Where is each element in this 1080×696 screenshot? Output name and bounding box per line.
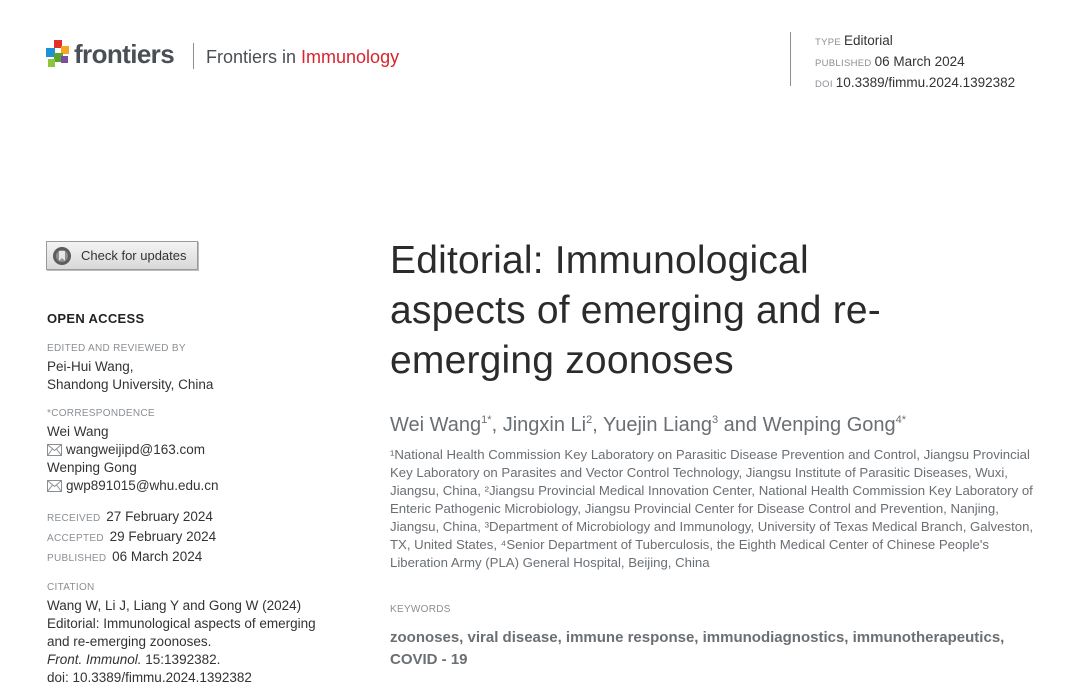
author-affiliation-mark: 3 (711, 414, 719, 426)
author-name[interactable]: Wei Wang (390, 414, 482, 436)
journal-name[interactable] (206, 46, 399, 68)
citation-doi[interactable]: doi: 10.3389/fimmu.2024.1392382 (47, 670, 252, 685)
citation-section (47, 581, 347, 687)
citation-label: CITATION (47, 582, 95, 593)
citation-journal: Front. Immunol. (47, 652, 142, 667)
type-value: Editorial (844, 33, 893, 48)
citation-line: Editorial: Immunological aspects of emerging (47, 616, 316, 631)
author-list: Wei Wang$^{1*}$, Jingxin Li$^2$, Yuejin Liang$^3$ and Wenping Gong$^{4*}$ (390, 414, 907, 436)
update-badge-icon (52, 246, 72, 266)
author-name[interactable]: Wenping Gong (762, 414, 896, 436)
email-link-1[interactable]: wangweijipd@163.com (66, 442, 206, 457)
type-label: TYPE (815, 37, 842, 48)
email-row-2 (47, 477, 347, 495)
open-access-label: OPEN ACCESS (47, 311, 145, 326)
check-for-updates-button[interactable] (46, 241, 198, 270)
frontiers-logo-icon (46, 40, 70, 68)
citation-line: and re-emerging zoonoses. (47, 634, 212, 649)
published-value: 06 March 2024 (874, 54, 965, 69)
author-name[interactable]: Yuejin Liang (602, 414, 712, 436)
citation-journal-line (47, 651, 347, 669)
correspondent-name-1: Wei Wang (47, 424, 109, 439)
correspondence-section (47, 407, 347, 495)
author-affiliation-mark: 2 (586, 414, 593, 426)
editor-affiliation: Shandong University, China (47, 377, 214, 392)
frontiers-logo[interactable] (46, 40, 174, 68)
edited-by-section (47, 342, 347, 394)
received-label: RECEIVED (47, 513, 101, 524)
journal-prefix: Frontiers in (206, 47, 302, 67)
check-for-updates-label: Check for updates (81, 248, 187, 263)
citation-volume: 15:1392382. (141, 652, 221, 667)
envelope-icon (47, 444, 62, 456)
meta-divider (790, 32, 791, 86)
journal-accent: Immunology (301, 47, 400, 67)
accepted-value: 29 February 2024 (109, 529, 217, 544)
editor-name: Pei-Hui Wang, (47, 359, 134, 374)
author-affiliation-mark: 4* (895, 414, 907, 426)
citation-line: Wang W, Li J, Liang Y and Gong W (2024) (47, 598, 302, 613)
article-title: Editorial: Immunological aspects of emerging and re-emerging zoonoses (390, 239, 881, 382)
sidebar (47, 310, 347, 696)
accepted-label: ACCEPTED (47, 533, 104, 544)
published-label: PUBLISHED (47, 553, 107, 564)
envelope-icon (47, 480, 62, 492)
correspondence-label: *CORRESPONDENCE (47, 408, 155, 419)
dates-section (47, 508, 347, 568)
author-name[interactable]: Jingxin Li (502, 414, 587, 436)
logo-wordmark: frontiers (74, 39, 175, 69)
keywords-list: zoonoses, viral disease, immune response, immunodiagnostics, immunotherapeutics, COVID - 19 (390, 629, 1005, 668)
article-meta (815, 31, 1015, 94)
email-link-2[interactable]: gwp891015@whu.edu.cn (66, 478, 219, 493)
published-value: 06 March 2024 (112, 549, 203, 564)
correspondent-name-2: Wenping Gong (47, 460, 137, 475)
keywords-label: KEYWORDS (390, 604, 451, 615)
received-value: 27 February 2024 (106, 509, 213, 524)
author-joiner: and (723, 414, 758, 436)
doi-link[interactable]: 10.3389/fimmu.2024.1392382 (835, 75, 1016, 90)
doi-label: DOI (815, 79, 833, 90)
email-row-1 (47, 441, 347, 459)
published-label: PUBLISHED (815, 58, 872, 69)
header-divider (193, 43, 194, 69)
affiliations: ¹National Health Commission Key Laboratory on Parasitic Disease Prevention and Control, Jiangsu Provincial Key Laboratory on Parasites and Vector Control Technology, Jiangsu Institute of Parasitic Diseases, Wuxi, Jiangsu, China, ²Jiangsu Provincial Medical Innovation Center, National Health Commission Key Laboratory of Enteric Pathogenic Microbiology, Jiangsu Provincial Center for Disease Control and Prevention, Nanjing, Jiangsu, China, ³Department of Microbiology and Immunology, University of Texas Medical Branch, Galveston, TX, United States, ⁴Senior Department of Tuberculosis, the Eighth Medical Center of Chinese People's Liberation Army (PLA) General Hospital, Beijing, China (390, 447, 1034, 570)
edited-by-label: EDITED AND REVIEWED BY (47, 343, 186, 354)
author-affiliation-mark: 1* (481, 414, 492, 426)
